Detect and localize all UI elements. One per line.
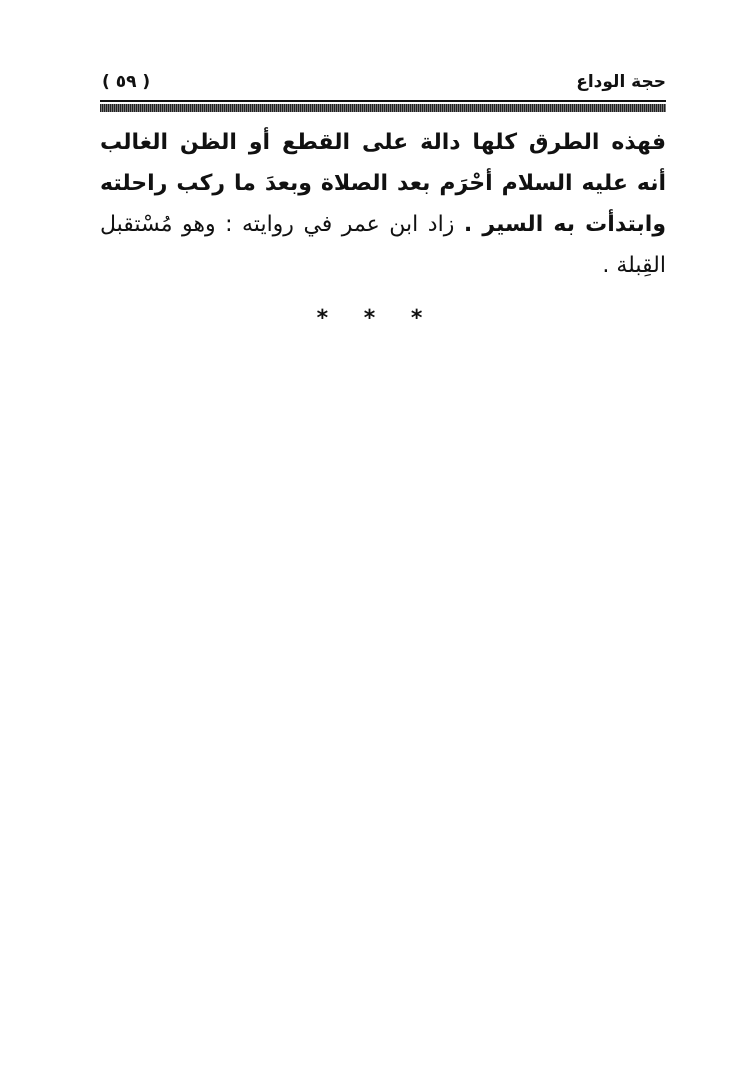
- running-head: [100, 72, 668, 98]
- body-paragraph: [100, 122, 666, 286]
- section-separator: * * *: [316, 306, 437, 331]
- page-number: ( ٥٩ ): [102, 72, 151, 92]
- paragraph: [100, 122, 666, 286]
- header-rule-thin-line: [100, 100, 666, 102]
- header-rule-thick-bar: [100, 104, 666, 112]
- paragraph-bold-text: فهذه الطرق كلها دالة على القطع أو الظن الغالب أنه عليه السلام أحْرَم بعد الصلاة وبعدَ ما ركب راحلته وابتدأت به السير .: [100, 130, 667, 237]
- header-rule: [100, 100, 666, 112]
- running-head-title: حجة الوداع: [576, 72, 666, 92]
- paragraph-regular-text: زاد ابن عمر في روايته : وهو مُسْتقبل القِبلة .: [100, 212, 666, 278]
